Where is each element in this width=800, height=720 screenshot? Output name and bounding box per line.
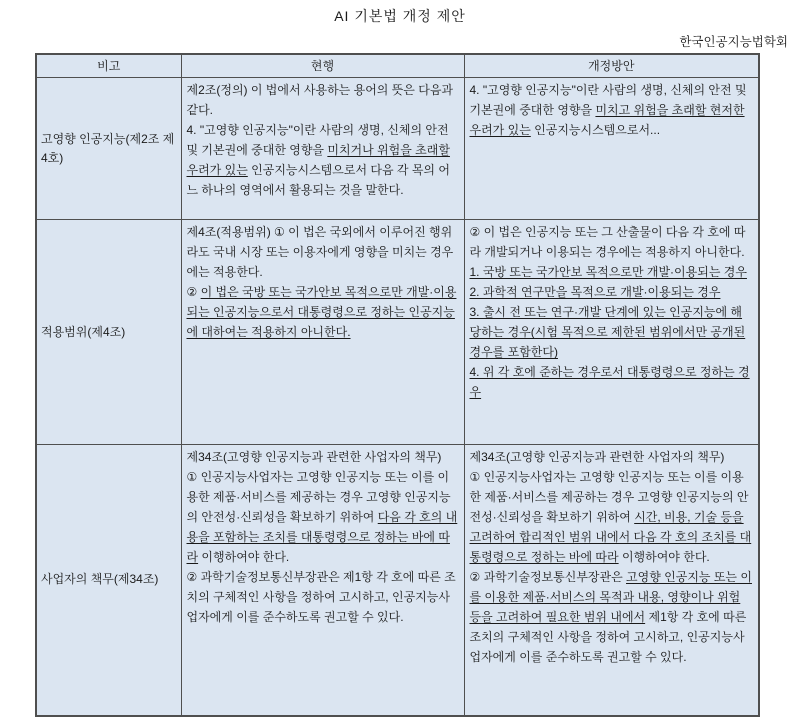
current-text-cell xyxy=(181,220,464,445)
paragraph: ② 과학기술정보통신부장관은 제1항 각 호에 따른 조치의 구체적인 사항을 정하여 고시하고, 인공지능사업자에게 이를 준수하도록 권고할 수 있다. xyxy=(186,570,456,624)
paragraph: 제34조(고영향 인공지능과 관련한 사업자의 책무) xyxy=(469,450,725,464)
page-title: AI 기본법 개정 제안 xyxy=(334,8,466,24)
paragraph: 1. 국방 또는 국가안보 목적으로만 개발·이용되는 경우 xyxy=(469,265,747,279)
paragraph: ② 이 법은 인공지능 또는 그 산출물이 다음 각 호에 따라 개발되거나 이용되는 경우에는 적용하지 아니한다. xyxy=(469,225,746,259)
paragraph: ② 이 법은 국방 또는 국가안보 목적으로만 개발·이용되는 인공지능으로서 대통령령으로 정하는 인공지능에 대하여는 적용하지 아니한다. xyxy=(186,285,457,339)
row-label-cell: 사업자의 책무(제34조) xyxy=(36,445,181,716)
column-header-current: 현행 xyxy=(181,54,464,78)
table-row-business-duties xyxy=(36,445,759,716)
organization-name: 한국인공지능법학회 xyxy=(679,35,788,49)
paragraph: ② 과학기술정보통신부장관은 고영향 인공지능 또는 이를 이용한 제품·서비스의 목적과 내용, 영향이나 위험 등을 고려하여 필요한 범위 내에서 제1항 각 호에 따른 조치의 구체적인 사항을 정하여 고시하고, 인공지능사업자에게 이를 준수하도록 권고할 수 있다. xyxy=(469,570,752,664)
amendment-text-cell xyxy=(464,220,759,445)
paragraph: ① 인공지능사업자는 고영향 인공지능 또는 이를 이용한 제품·서비스를 제공하는 경우 고영향 인공지능의 안전성·신뢰성을 확보하기 위하여 다음 각 호의 내용을 포함하는 조치를 대통령령으로 정하는 바에 따라 이행하여야 한다. xyxy=(186,470,458,564)
current-text-cell xyxy=(181,78,464,220)
paragraph: 제34조(고영향 인공지능과 관련한 사업자의 책무) xyxy=(186,450,442,464)
paragraph: 4. 위 각 호에 준하는 경우로서 대통령령으로 정하는 경우 xyxy=(469,365,750,399)
paragraph: 2. 과학적 연구만을 목적으로 개발·이용되는 경우 xyxy=(469,285,721,299)
column-header-amendment: 개정방안 xyxy=(464,54,759,78)
table-row-high-impact-ai xyxy=(36,78,759,220)
paragraph: ① 인공지능사업자는 고영향 인공지능 또는 이를 이용한 제품·서비스를 제공하는 경우 고영향 인공지능의 안전성·신뢰성을 확보하기 위하여 시간, 비용, 기술 등을 고려하여 합리적인 범위 내에서 다음 각 호의 조치를 대통령령으로 정하는 바에 따라 이행하여야 한다. xyxy=(469,470,752,564)
paragraph: 4. "고영향 인공지능"이란 사람의 생명, 신체의 안전 및 기본권에 중대한 영향을 미치고 위험을 초래할 현저한 우려가 있는 인공지능시스템으로서... xyxy=(469,83,747,137)
table-row-scope xyxy=(36,220,759,445)
paragraph: 제2조(정의) 이 법에서 사용하는 용어의 뜻은 다음과 같다. xyxy=(186,83,454,117)
paragraph: 4. "고영향 인공지능"이란 사람의 생명, 신체의 안전 및 기본권에 중대한 영향을 미치거나 위험을 초래할 우려가 있는 인공지능시스템으로서 다음 각 목의 어느 하나의 영역에서 활용되는 것을 말한다. xyxy=(186,123,450,197)
amendment-text-cell xyxy=(464,445,759,716)
table-header-row xyxy=(36,54,759,78)
column-header-remarks: 비고 xyxy=(36,54,181,78)
paragraph: 3. 출시 전 또는 연구·개발 단계에 있는 인공지능에 해당하는 경우(시험 목적으로 제한된 범위에서만 공개된 경우를 포함한다) xyxy=(469,305,746,359)
current-text-cell xyxy=(181,445,464,716)
paragraph: 제4조(적용범위) ① 이 법은 국외에서 이루어진 행위라도 국내 시장 또는 이용자에게 영향을 미치는 경우에는 적용한다. xyxy=(186,225,454,279)
row-label-cell: 적용범위(제4조) xyxy=(36,220,181,445)
amendment-proposal-table xyxy=(35,53,760,717)
amendment-text-cell xyxy=(464,78,759,220)
row-label-cell: 고영향 인공지능(제2조 제4호) xyxy=(36,78,181,220)
